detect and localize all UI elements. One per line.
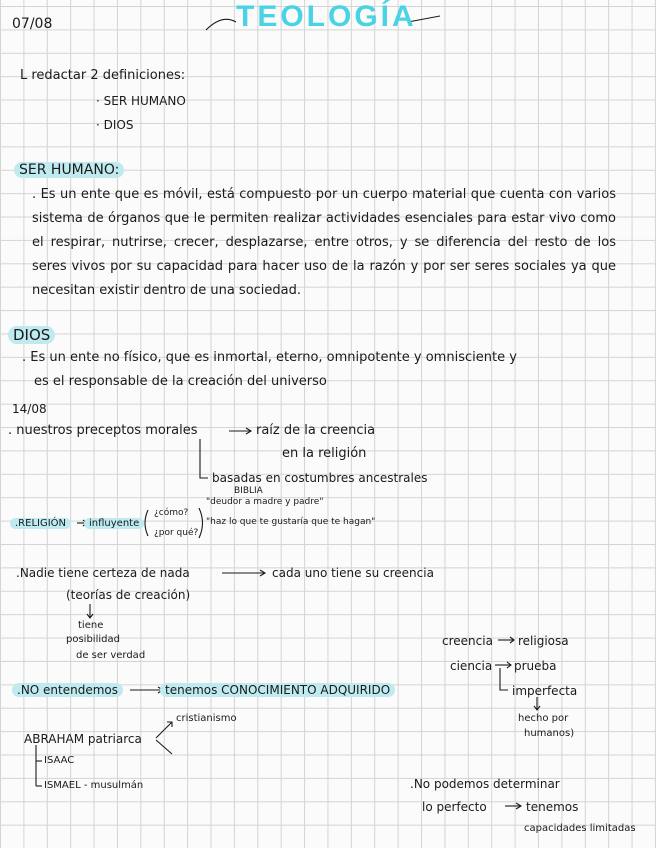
religion-label: .RELIGIÓN [10,518,71,529]
influyente-wrap [84,516,144,532]
humanos-label: humanos) [524,728,575,739]
task-item-ser-humano: · SER HUMANO [96,94,186,108]
preceptos-arrow-text-2: en la religión [282,446,367,461]
prueba-label: prueba [514,659,557,673]
abraham-label: ABRAHAM patriarca [24,732,142,746]
dios-line-1: . Es un ente no físico, que es inmortal, eterno, omnipotente y omnisciente y [22,350,517,365]
question-como: ¿cómo? [154,508,189,518]
cristianismo-label: cristianismo [176,713,237,724]
determinar-line-1: .No podemos determinar [410,777,560,791]
quote-2: "haz lo que te gustaría que te hagan" [206,517,376,527]
no-entendemos-label: .NO entendemos [12,683,123,697]
certeza-result: cada uno tiene su creencia [272,566,434,580]
creencia-label: creencia [442,634,493,648]
quote-1: "deudor a madre y padre" [206,497,324,507]
question-por-que: ¿por qué? [154,528,199,538]
conocimiento-wrap [160,682,395,698]
verdad-label: de ser verdad [76,650,146,661]
ismael-label: ISMAEL - musulmán [44,780,144,791]
preceptos-line: . nuestros preceptos morales [8,423,198,438]
ciencia-label: ciencia [450,659,493,673]
influyente-label: influyente [84,518,144,529]
determinar-line-2: lo perfecto [422,800,487,814]
ser-humano-heading-wrap [14,160,124,180]
no-entendemos-wrap [12,682,123,698]
ser-humano-definition: . Es un ente que es móvil, está compuesto por un cuerpo material que cuenta con varios sistema de órganos que le permiten realizar actividades esenciales para estar vivo como el respirar, nutrirse, crecer, desplazarse, entre otros, y se diferencia del resto de los seres vivos por su capacidad para hacer uso de la razón y por ser seres sociales ya que necesitan existir dentro de una sociedad. [32,187,616,298]
preceptos-branch: basadas en costumbres ancestrales [212,471,428,485]
tiene-label: tiene [78,620,104,631]
hecho-por-label: hecho por [518,713,569,724]
conocimiento-label: tenemos CONOCIMIENTO ADQUIRIDO [160,683,395,697]
tenemos-label: tenemos [526,800,579,814]
teorias-label: (teorías de creación) [66,588,191,602]
task-item-dios: · DIOS [96,118,134,132]
dios-line-2: es el responsable de la creación del universo [34,374,327,389]
isaac-label: ISAAC [44,755,75,766]
preceptos-arrow-text: raíz de la creencia [256,423,376,438]
religion-label-wrap [10,516,71,532]
task-line: L redactar 2 definiciones: [20,68,186,83]
biblia-label: BIBLIA [234,486,263,496]
capacidades-label: capacidades limitadas [524,823,636,834]
imperfecta-label: imperfecta [512,684,578,698]
dios-heading-wrap [8,325,55,345]
dios-heading: DIOS [8,326,55,344]
date-2-label: 14/08 [12,402,47,416]
religiosa-label: religiosa [518,634,569,648]
certeza-line: .Nadie tiene certeza de nada [16,566,190,580]
posibilidad-label: posibilidad [66,634,120,645]
date-label: 07/08 [12,16,53,32]
page-title: TEOLOGÍA [236,0,417,33]
ser-humano-heading: SER HUMANO: [14,162,124,178]
